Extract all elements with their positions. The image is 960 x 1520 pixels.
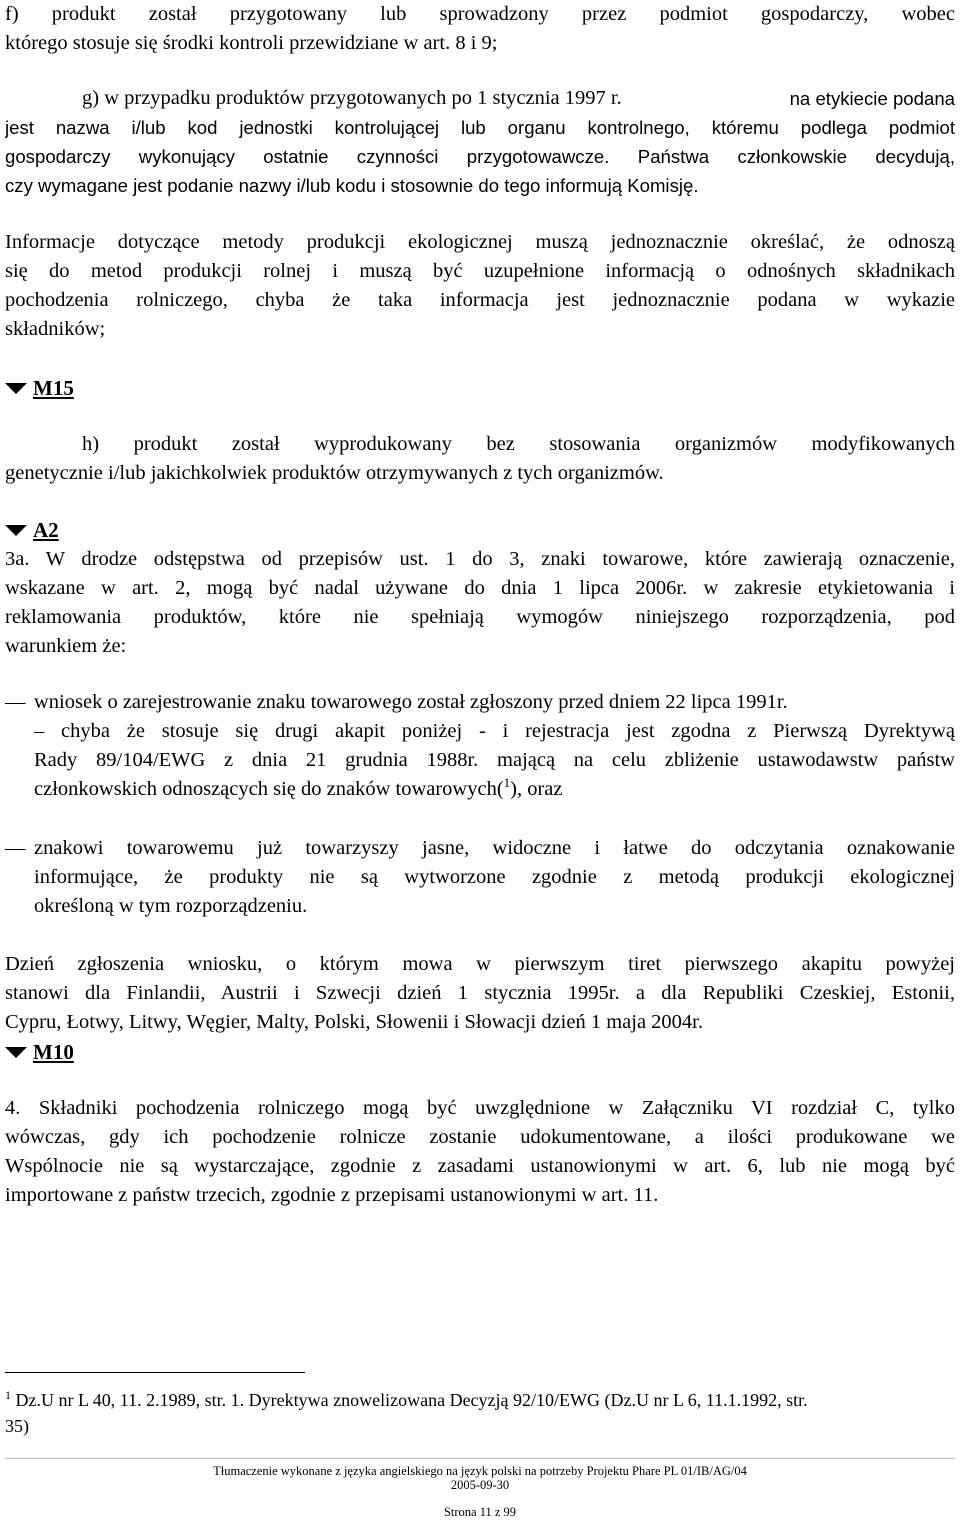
amendment-marker-m10[interactable] (5, 1038, 74, 1067)
item-g-line-4: czy wymagane jest podanie nazwy i/lub kodu i stosownie do tego informują Komisję. (5, 175, 699, 196)
item-f-line-1: f) produkt został przygotowany lub sprowadzony przez podmiot gospodarczy, wobec (5, 3, 955, 25)
footnote-line-2: 35) (5, 1416, 29, 1436)
triangle-down-icon (5, 383, 27, 394)
info-line-3: pochodzenia rolniczego, chyba że taka informacja jest jednoznacznie podana w wykazie (5, 289, 955, 311)
footer-divider (5, 1458, 955, 1459)
tiret-1-line-4 (34, 775, 955, 804)
tiret-2-line-1: znakowi towarowemu już towarzyszy jasne, widoczne i łatwe do odczytania oznakowanie (34, 837, 955, 859)
tiret-1-line-4b: ), oraz (510, 778, 563, 800)
item-h (5, 430, 955, 488)
item-g-line-1a: g) w przypadku produktów przygotowanych po 1 stycznia 1997 r. (82, 87, 622, 109)
footer-date: 2005-09-30 (450, 1478, 510, 1492)
para-3a-line-2: wskazane w art. 2, mogą być nadal używane do dnia 1 lipca 2006r. w zakresie etykietowania i (5, 577, 955, 599)
page-number: Strona 11 z 99 (443, 1505, 517, 1519)
tiret-1 (5, 688, 955, 804)
footnote (5, 1382, 955, 1439)
info-line-1: Informacje dotyczące metody produkcji ekologicznej muszą jednoznacznie określać, że odnoszą (5, 231, 955, 253)
tiret-1-line-4a: członkowskich odnoszących się do znaków towarowych( (34, 778, 504, 800)
footnote-separator (5, 1372, 305, 1373)
para-3a-line-3: reklamowania produktów, które nie spełniają wymogów niniejszego rozporządzenia, pod (5, 606, 955, 628)
amendment-marker-a2[interactable] (5, 516, 59, 545)
triangle-down-icon (5, 1047, 27, 1058)
para-4-line-1: 4. Składniki pochodzenia rolniczego mogą być uwzględnione w Załączniku VI rozdział C, tylko (5, 1097, 955, 1119)
dzien-line-1: Dzień zgłoszenia wniosku, o którym mowa w pierwszym tiret pierwszego akapitu powyżej (5, 953, 955, 975)
paragraph-4 (5, 1094, 955, 1210)
item-g (5, 84, 955, 200)
amendment-marker-m15[interactable] (5, 374, 74, 403)
item-g-line-1 (5, 84, 955, 113)
info-paragraph (5, 228, 955, 344)
tiret-dash: — (5, 837, 26, 859)
tiret-1-line-1: wniosek o zarejestrowanie znaku towarowego został zgłoszony przed dniem 22 lipca 1991r. (34, 691, 788, 713)
tiret-2-line-2: informujące, że produkty nie są wytworzone zgodnie z metodą produkcji ekologicznej (34, 866, 955, 888)
item-g-line-2: jest nazwa i/lub kod jednostki kontrolującej lub organu kontrolnego, któremu podlega podmiot (5, 117, 955, 138)
footnote-text-1: Dz.U nr L 40, 11. 2.1989, str. 1. Dyrektywa znowelizowana Decyzją 92/10/EWG (Dz.U nr L 6, 11.1.1992, str. (11, 1390, 808, 1410)
dzien-line-2: stanowi dla Finlandii, Austrii i Szwecji dzień 1 stycznia 1995r. a dla Republiki Czeskiej, Estonii, (5, 982, 955, 1004)
m15-link[interactable]: M15 (33, 376, 74, 400)
footnote-number: 1 (5, 1388, 11, 1402)
item-h-line-2: genetycznie i/lub jakichkolwiek produktów otrzymywanych z tych organizmów. (5, 462, 664, 484)
item-f-line-2: którego stosuje się środki kontroli przewidziane w art. 8 i 9; (5, 32, 498, 54)
footnote-line-1 (5, 1382, 955, 1413)
para-4-line-3: Wspólnocie nie są wystarczające, zgodnie z zasadami ustanowionymi w art. 6, lub nie mogą być (5, 1155, 955, 1177)
item-g-line-3: gospodarczy wykonujący ostatnie czynności przygotowawcze. Państwa członkowskie decydują, (5, 146, 955, 167)
tiret-1-line-2: – chyba że stosuje się drugi akapit poniżej - i rejestracja jest zgodna z Pierwszą Dyrektywą (34, 720, 955, 742)
item-f (5, 0, 955, 58)
a2-link[interactable]: A2 (33, 518, 59, 542)
footnote-ref[interactable]: 1 (503, 775, 511, 791)
tiret-1-line-3: Rady 89/104/EWG z dnia 21 grudnia 1988r. mającą na celu zbliżenie ustawodawstw państw (34, 749, 955, 771)
tiret-2 (5, 834, 955, 921)
m10-link[interactable]: M10 (33, 1040, 74, 1064)
item-h-line-1: h) produkt został wyprodukowany bez stosowania organizmów modyfikowanych (82, 433, 955, 455)
para-4-line-4: importowane z państw trzecich, zgodnie z przepisami ustanowionymi w art. 11. (5, 1184, 659, 1206)
info-line-2: się do metod produkcji rolnej i muszą być uzupełnione informacją o odnośnych składnikach (5, 260, 955, 282)
footer-translation-note: Tłumaczenie wykonane z języka angielskiego na język polski na potrzeby Projektu Phare PL 01/IB/AG/04 (213, 1464, 747, 1478)
tiret-dash: — (5, 691, 26, 713)
item-g-line-1b: na etykiecie podana (789, 88, 955, 109)
paragraph-3a (5, 545, 955, 661)
para-4-line-2: wówczas, gdy ich pochodzenie rolnicze zostanie udokumentowane, a ilości produkowane we (5, 1126, 955, 1148)
dzien-paragraph (5, 950, 955, 1037)
info-line-4: składników; (5, 318, 106, 340)
para-3a-line-1: 3a. W drodze odstępstwa od przepisów ust. 1 do 3, znaki towarowe, które zawierają oznaczenie, (5, 548, 955, 570)
para-3a-line-4: warunkiem że: (5, 635, 127, 657)
tiret-2-line-3: określoną w tym rozporządzeniu. (34, 895, 308, 917)
dzien-line-3: Cypru, Łotwy, Litwy, Węgier, Malty, Polski, Słowenii i Słowacji dzień 1 maja 2004r. (5, 1011, 703, 1033)
triangle-down-icon (5, 525, 27, 536)
